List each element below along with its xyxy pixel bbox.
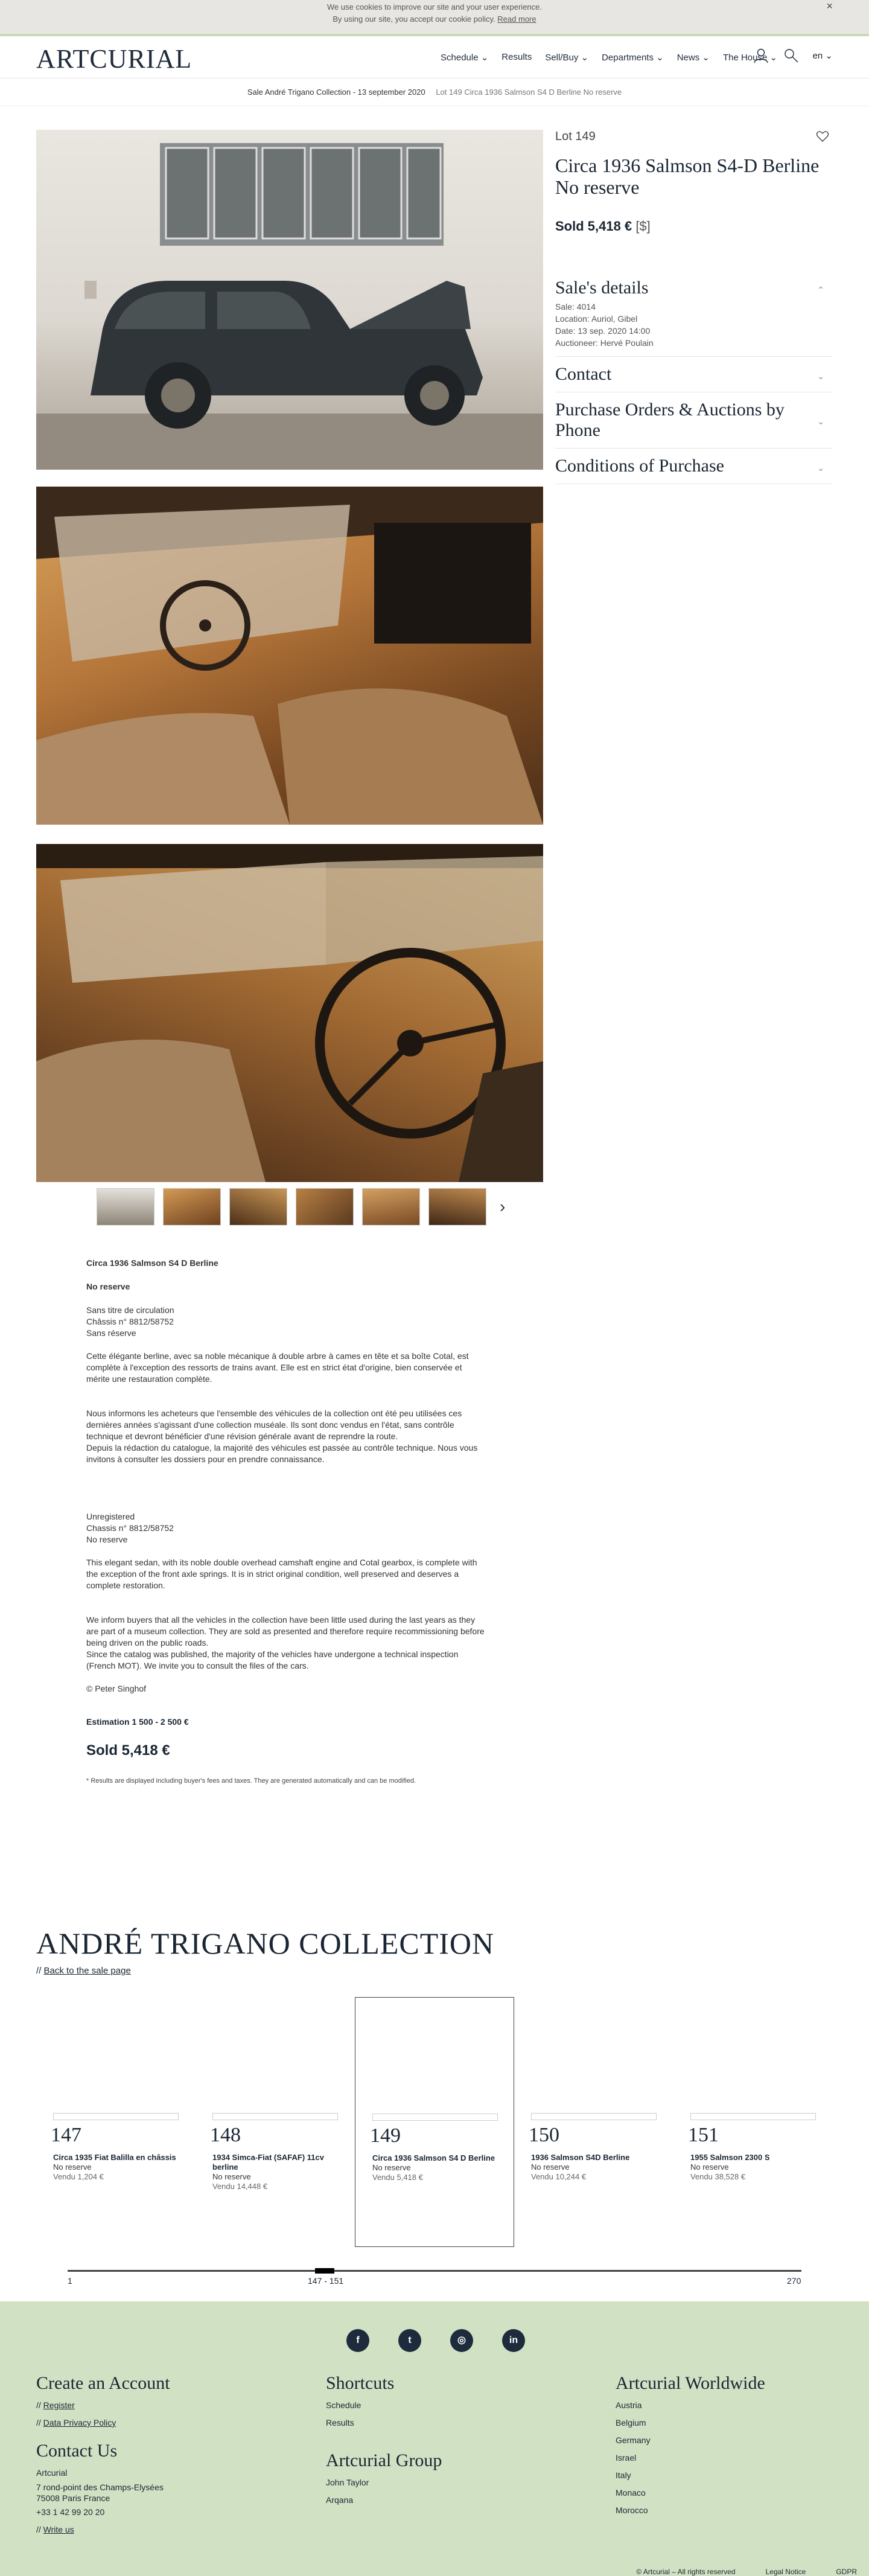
thumbnail-2[interactable]	[163, 1188, 221, 1226]
thumbnail-next-chevron-icon[interactable]: ›	[500, 1197, 506, 1216]
slider-range: 147 - 151	[308, 2276, 344, 2286]
legal-notice-link[interactable]: Legal Notice	[765, 2568, 806, 2576]
breadcrumb	[0, 78, 869, 106]
thumbnail-strip	[97, 1188, 505, 1226]
facebook-icon[interactable]: f	[346, 2329, 369, 2352]
description-no-reserve: No reserve	[86, 1282, 130, 1291]
country-item[interactable]: Germany	[616, 2435, 651, 2445]
footer-col-shortcuts	[326, 2371, 442, 2509]
card-image-placeholder	[690, 2113, 816, 2120]
detail-location: Location: Auriol, Gibel	[555, 314, 638, 324]
contact-us-title: Contact Us	[36, 2441, 118, 2461]
card-image-placeholder	[53, 2113, 179, 2120]
country-item[interactable]: Monaco	[616, 2488, 646, 2498]
group-title: Artcurial Group	[326, 2450, 442, 2470]
fr-paragraph-1: Cette élégante berline, avec sa noble mécanique à double arbre à cames en tête et sa boîte Cotal, est complète à l'exception des ressorts de trains avant. Elle est en strict état d'origine, bien conservée et mérite une restauration complète.	[86, 1351, 469, 1384]
fr-paragraph-2: Nous informons les acheteurs que l'ensemble des véhicules de la collection ont été peu utilisées ces dernières années s'agissant d'une collection muséale. Ils sont donc vendus en l'état, sans contrôle technique et devront bénéficier d'une révision générale avant de reprendre la route. Depuis la rédaction du catalogue, la majorité des véhicules est passée au contrôle technique. Nous vous invitons à consulter les dossiers pour en prendre connaissance.	[86, 1408, 478, 1464]
card-text: 1955 Salmson 2300 S No reserve Vendu 38,528 €	[690, 2153, 770, 2181]
nav-results[interactable]: Results	[501, 52, 532, 62]
card-image-placeholder	[212, 2113, 338, 2120]
slider-min: 1	[68, 2276, 72, 2286]
description-title: Circa 1936 Salmson S4 D Berline	[86, 1258, 218, 1268]
card-number: 150	[529, 2124, 559, 2146]
footer-col-account	[36, 2371, 170, 2539]
lot-card-150[interactable]	[514, 1997, 673, 2247]
lot-info-panel	[555, 130, 833, 484]
thumbnail-3[interactable]	[229, 1188, 287, 1226]
card-number: 149	[370, 2124, 401, 2147]
contact-title: Contact	[555, 364, 612, 384]
copyright: © Artcurial – All rights reserved	[636, 2568, 736, 2576]
footer-col-worldwide	[616, 2371, 765, 2519]
cookie-banner	[0, 0, 869, 34]
collection-title: ANDRÉ TRIGANO COLLECTION	[36, 1926, 495, 1960]
gdpr-link[interactable]: GDPR	[836, 2568, 857, 2576]
cookie-line-1: We use cookies to improve our site and your user experience.	[327, 2, 542, 11]
favorite-heart-icon[interactable]	[816, 130, 829, 143]
thumbnail-1[interactable]	[97, 1188, 154, 1226]
shortcut-schedule[interactable]: Schedule	[326, 2400, 361, 2410]
social-links	[346, 2329, 525, 2352]
card-text: Circa 1935 Fiat Balilla en châssis No reserve Vendu 1,204 €	[53, 2153, 176, 2181]
car-interior-image-1	[36, 487, 543, 825]
sales-details-title: Sale's details	[555, 278, 649, 298]
accordion-sales-details[interactable]	[555, 270, 833, 357]
chevron-down-icon: ⌄	[817, 371, 824, 381]
cookie-read-more-link[interactable]: Read more	[497, 14, 536, 24]
lot-photo-exterior[interactable]	[36, 130, 543, 470]
main-nav	[441, 52, 777, 63]
search-icon[interactable]	[783, 47, 800, 64]
card-text: 1936 Salmson S4D Berline No reserve Vendu 10,244 €	[531, 2153, 630, 2181]
en-paragraph-2: We inform buyers that all the vehicles in the collection have been little used during the last years as they are part of a museum collection. They are sold as presented and therefore require recommissioning before being driven on the public roads. Since the catalog was published, the majority of the vehicles have undergone a technical inspection (French MOT). We invite you to consult the files of the cars.	[86, 1615, 485, 1670]
lot-description	[86, 1258, 485, 1706]
detail-auctioneer: Auctioneer: Hervé Poulain	[555, 338, 654, 348]
conditions-title: Conditions of Purchase	[555, 456, 724, 476]
en-block-1: Unregistered Chassis n° 8812/58752 No reserve	[86, 1512, 174, 1544]
write-us-link[interactable]: Write us	[43, 2525, 74, 2534]
lot-card-147[interactable]	[36, 1997, 196, 2247]
lot-sold-price: Sold 5,418 € [$]	[555, 219, 651, 234]
photo-credit: © Peter Singhof	[86, 1684, 147, 1693]
thumbnail-5[interactable]	[362, 1188, 420, 1226]
thumbnail-6[interactable]	[428, 1188, 486, 1226]
artcurial-logo[interactable]: ARTCURIAL	[36, 44, 193, 74]
register-link[interactable]: Register	[43, 2400, 75, 2410]
country-item[interactable]: Belgium	[616, 2418, 646, 2427]
fr-block-1: Sans titre de circulation Châssis n° 8812/58752 Sans réserve	[86, 1305, 174, 1338]
lot-card-149-active[interactable]	[355, 1997, 514, 2247]
shortcuts-title: Shortcuts	[326, 2373, 395, 2393]
card-image-placeholder	[372, 2114, 498, 2121]
purchase-orders-title: Purchase Orders & Auctions by Phone	[555, 400, 785, 440]
contact-line: 7 rond-point des Champs-Elysées	[36, 2482, 164, 2492]
chevron-down-icon: ⌄	[817, 417, 824, 426]
register-row: // Register	[36, 2400, 75, 2410]
sold-price-bottom: Sold 5,418 €	[86, 1742, 170, 1759]
group-arqana[interactable]: Arqana	[326, 2495, 354, 2505]
cookie-line-2: By using our site, you accept our cookie policy. Read more	[333, 14, 536, 24]
write-row: // Write us	[36, 2525, 74, 2534]
language-selector[interactable]: en ⌄	[812, 51, 833, 61]
sales-details-body	[555, 301, 833, 349]
card-number: 151	[688, 2124, 719, 2146]
country-item[interactable]: Israel	[616, 2453, 637, 2463]
chevron-up-icon: ⌃	[817, 285, 824, 295]
slider-handle[interactable]	[315, 2268, 334, 2274]
nav-sell-buy[interactable]: Sell/Buy ⌄	[545, 53, 589, 63]
nav-the-house[interactable]: The House ⌄	[722, 53, 778, 63]
nav-news[interactable]: News ⌄	[676, 53, 710, 63]
accordion-conditions[interactable]	[555, 449, 833, 484]
nav-schedule[interactable]: Schedule ⌄	[441, 53, 489, 63]
detail-date: Date: 13 sep. 2020 14:00	[555, 326, 651, 336]
breadcrumb-current: Lot 149 Circa 1936 Salmson S4 D Berline No reserve	[436, 88, 622, 97]
breadcrumb-sale-link[interactable]: Sale André Trigano Collection - 13 september 2020	[247, 88, 425, 97]
create-account-title: Create an Account	[36, 2373, 170, 2393]
site-footer	[0, 2301, 869, 2576]
results-note: * Results are displayed including buyer's fees and taxes. They are generated automatically and can be modified.	[86, 1777, 416, 1785]
nav-departments[interactable]: Departments ⌄	[602, 53, 664, 63]
car-interior-image-2	[36, 844, 543, 1182]
cookie-close-icon[interactable]: ×	[826, 0, 833, 12]
lot-title-line-2: No reserve	[555, 176, 640, 198]
privacy-row: // Data Privacy Policy	[36, 2418, 116, 2427]
back-to-sale: // Back to the sale page	[36, 1966, 131, 1976]
accordion-purchase-orders[interactable]	[555, 392, 833, 449]
lot-card-151[interactable]	[673, 1997, 833, 2247]
site-header	[0, 34, 869, 78]
group-john-taylor[interactable]: John Taylor	[326, 2478, 369, 2487]
card-text: 1934 Simca-Fiat (SAFAF) 11cv berline No reserve Vendu 14,448 €	[212, 2153, 324, 2191]
header-icons	[753, 47, 833, 64]
back-to-sale-link[interactable]: Back to the sale page	[43, 1966, 131, 1976]
user-icon[interactable]	[753, 47, 769, 64]
instagram-icon[interactable]: ◎	[450, 2329, 473, 2352]
country-item[interactable]: Austria	[616, 2400, 642, 2410]
country-item[interactable]: Italy	[616, 2470, 631, 2480]
card-image-placeholder	[531, 2113, 657, 2120]
lot-photo-interior-1[interactable]	[36, 487, 543, 825]
card-text: Circa 1936 Salmson S4 D Berline No reserve Vendu 5,418 €	[372, 2153, 495, 2182]
privacy-link[interactable]: Data Privacy Policy	[43, 2418, 116, 2427]
currency-toggle[interactable]: [$]	[635, 219, 651, 234]
slider-max: 270	[787, 2276, 801, 2286]
country-item[interactable]: Morocco	[616, 2505, 648, 2515]
thumbnail-4[interactable]	[296, 1188, 354, 1226]
lot-title	[555, 155, 833, 198]
lot-title-line-1: Circa 1936 Salmson S4-D Berline	[555, 155, 820, 176]
worldwide-title: Artcurial Worldwide	[616, 2373, 765, 2393]
lot-photo-interior-2[interactable]	[36, 844, 543, 1182]
twitter-icon[interactable]: t	[398, 2329, 421, 2352]
chevron-down-icon: ⌄	[817, 463, 824, 473]
footer-bottom	[636, 2568, 857, 2576]
contact-phone[interactable]: +33 1 42 99 20 20	[36, 2507, 105, 2517]
lot-carousel	[36, 1997, 834, 2251]
lot-card-148[interactable]	[196, 1997, 355, 2247]
shortcut-results[interactable]: Results	[326, 2418, 354, 2427]
accordion-contact[interactable]	[555, 357, 833, 392]
estimate: Estimation 1 500 - 2 500 €	[86, 1717, 189, 1727]
lot-range-slider[interactable]	[68, 2270, 801, 2272]
card-number: 147	[51, 2124, 81, 2146]
contact-line: 75008 Paris France	[36, 2493, 110, 2503]
detail-sale: Sale: 4014	[555, 302, 596, 312]
card-number: 148	[210, 2124, 241, 2146]
car-exterior-image	[36, 130, 543, 470]
en-paragraph-1: This elegant sedan, with its noble double overhead camshaft engine and Cotal gearbox, is complete with the exception of the front axle springs. It is in strict original condition, well preserved and deserves a complete restoration.	[86, 1558, 477, 1590]
contact-line: Artcurial	[36, 2468, 68, 2478]
lot-number: Lot 149	[555, 130, 596, 143]
linkedin-icon[interactable]: in	[502, 2329, 525, 2352]
